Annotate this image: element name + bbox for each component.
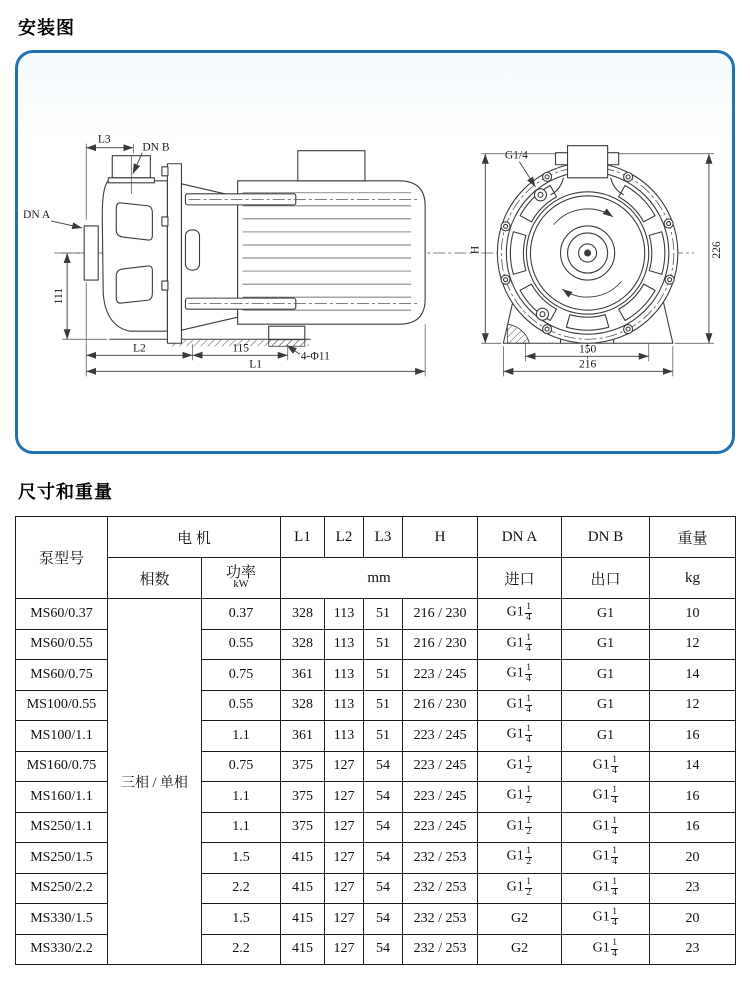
inlet-flange	[84, 226, 98, 280]
cell-model: MS60/0.55	[16, 629, 108, 660]
dim-l3-label: L3	[97, 133, 111, 146]
cell-l2: 113	[325, 721, 364, 752]
cell-l2: 113	[325, 599, 364, 630]
cell-model: MS330/2.2	[16, 934, 108, 965]
cell-weight: 14	[650, 751, 736, 782]
cell-weight: 23	[650, 873, 736, 904]
cell-h: 223 / 245	[403, 660, 478, 691]
table-row	[16, 599, 736, 630]
pump-front-view	[469, 146, 723, 377]
cell-l2: 127	[325, 812, 364, 843]
cell-weight: 14	[650, 660, 736, 691]
cell-model: MS100/1.1	[16, 721, 108, 752]
cell-weight: 16	[650, 812, 736, 843]
cell-dn-a: G1 $\frac{1}{2}$	[478, 751, 562, 782]
cell-h: 216 / 230	[403, 599, 478, 630]
pump-technical-drawing	[18, 53, 732, 451]
col-header-l3: L3	[364, 517, 403, 558]
cell-power: 1.5	[202, 904, 281, 935]
cell-weight: 23	[650, 934, 736, 965]
cell-dn-a: G2	[478, 904, 562, 935]
cell-weight: 12	[650, 690, 736, 721]
holes-label: 4-Φ11	[300, 350, 330, 363]
cell-h: 223 / 245	[403, 782, 478, 813]
cell-dn-b: G1 $\frac{1}{4}$	[562, 812, 650, 843]
cell-l1: 361	[281, 660, 325, 691]
cell-l3: 54	[364, 751, 403, 782]
cell-weight: 16	[650, 721, 736, 752]
cell-model: MS250/1.1	[16, 812, 108, 843]
cell-power: 1.1	[202, 721, 281, 752]
col-header-dn-a: DN A	[478, 517, 562, 558]
cell-phase: 三相 / 单相	[108, 599, 202, 965]
col-header-weight: 重量	[650, 517, 736, 558]
cell-dn-a: G1 $\frac{1}{4}$	[478, 599, 562, 630]
flange-plate	[167, 164, 181, 344]
cell-dn-a: G1 $\frac{1}{2}$	[478, 873, 562, 904]
cell-l3: 51	[364, 721, 403, 752]
cell-h: 232 / 253	[403, 904, 478, 935]
cell-dn-b: G1 $\frac{1}{4}$	[562, 904, 650, 935]
cell-h: 232 / 253	[403, 934, 478, 965]
flange-bolt-2	[162, 217, 168, 226]
cell-dn-a: G1 $\frac{1}{4}$	[478, 660, 562, 691]
header-row-2	[16, 558, 736, 599]
col-header-outlet: 出口	[562, 558, 650, 599]
cell-l1: 415	[281, 934, 325, 965]
dim-216-label: 216	[578, 358, 597, 371]
cell-l3: 54	[364, 873, 403, 904]
dim-115-label: 115	[232, 342, 250, 355]
cell-l3: 51	[364, 690, 403, 721]
dimensions-weight-table	[15, 516, 736, 965]
installation-diagram-box	[15, 50, 735, 454]
pump-side-view	[23, 134, 471, 377]
col-header-motor: 电 机	[108, 517, 281, 558]
cell-power: 2.2	[202, 934, 281, 965]
power-label: 功率	[226, 565, 257, 582]
flange-bolt-1	[162, 167, 168, 176]
cell-power: 0.55	[202, 690, 281, 721]
cell-l2: 127	[325, 843, 364, 874]
col-header-power	[202, 558, 281, 599]
cell-power: 0.75	[202, 751, 281, 782]
cell-dn-b: G1	[562, 629, 650, 660]
pump-casing	[102, 181, 167, 331]
bracket-slot	[185, 230, 199, 270]
cell-weight: 20	[650, 843, 736, 874]
cell-model: MS250/2.2	[16, 873, 108, 904]
cell-l3: 54	[364, 904, 403, 935]
cell-power: 1.1	[202, 782, 281, 813]
front-port	[568, 146, 608, 178]
cell-weight: 12	[650, 629, 736, 660]
cell-power: 1.5	[202, 843, 281, 874]
cell-l2: 127	[325, 873, 364, 904]
table-body	[16, 599, 736, 965]
cell-model: MS60/0.37	[16, 599, 108, 630]
cell-dn-a: G1 $\frac{1}{2}$	[478, 782, 562, 813]
cell-dn-a: G1 $\frac{1}{4}$	[478, 629, 562, 660]
cell-model: MS160/0.75	[16, 751, 108, 782]
cell-dn-a: G1 $\frac{1}{2}$	[478, 812, 562, 843]
cell-model: MS330/1.5	[16, 904, 108, 935]
cell-h: 232 / 253	[403, 843, 478, 874]
cell-dn-a: G2	[478, 934, 562, 965]
cell-weight: 10	[650, 599, 736, 630]
dna-label: DN A	[23, 208, 51, 221]
mounting-foot	[269, 326, 305, 339]
plug-g14	[534, 189, 546, 201]
cell-model: MS100/0.55	[16, 690, 108, 721]
cell-dn-b: G1 $\frac{1}{4}$	[562, 873, 650, 904]
cell-dn-b: G1	[562, 690, 650, 721]
cell-l1: 375	[281, 812, 325, 843]
cell-l1: 415	[281, 843, 325, 874]
cell-l2: 113	[325, 660, 364, 691]
cell-dn-b: G1	[562, 599, 650, 630]
cell-l3: 54	[364, 934, 403, 965]
flange-bolt-3	[162, 281, 168, 290]
cell-l3: 51	[364, 599, 403, 630]
col-header-model: 泵型号	[16, 517, 108, 599]
col-header-h: H	[403, 517, 478, 558]
cell-power: 0.55	[202, 629, 281, 660]
installation-title: 安装图	[18, 18, 75, 39]
dim-h-label: H	[469, 245, 482, 255]
cell-l2: 113	[325, 629, 364, 660]
cell-l1: 415	[281, 904, 325, 935]
cell-h: 232 / 253	[403, 873, 478, 904]
cell-l1: 375	[281, 751, 325, 782]
cell-h: 223 / 245	[403, 721, 478, 752]
col-header-kg: kg	[650, 558, 736, 599]
cell-weight: 16	[650, 782, 736, 813]
cell-l2: 113	[325, 690, 364, 721]
cell-weight: 20	[650, 904, 736, 935]
cell-dn-b: G1 $\frac{1}{4}$	[562, 751, 650, 782]
col-header-inlet: 进口	[478, 558, 562, 599]
cell-power: 0.75	[202, 660, 281, 691]
cell-l1: 415	[281, 873, 325, 904]
dimensions-title: 尺寸和重量	[18, 482, 113, 503]
cell-dn-a: G1 $\frac{1}{4}$	[478, 721, 562, 752]
cell-l2: 127	[325, 934, 364, 965]
dnb-label: DN B	[142, 141, 170, 154]
cell-l2: 127	[325, 904, 364, 935]
cell-model: MS250/1.5	[16, 843, 108, 874]
cell-l3: 51	[364, 660, 403, 691]
cell-l3: 54	[364, 782, 403, 813]
col-header-mm: mm	[281, 558, 478, 599]
cell-l1: 375	[281, 782, 325, 813]
cell-l1: 361	[281, 721, 325, 752]
cell-model: MS160/1.1	[16, 782, 108, 813]
header-row-1	[16, 517, 736, 558]
dim-l2-label: L2	[132, 342, 146, 355]
cell-l2: 127	[325, 782, 364, 813]
cell-l3: 54	[364, 843, 403, 874]
cell-h: 216 / 230	[403, 629, 478, 660]
cell-h: 223 / 245	[403, 751, 478, 782]
cell-l1: 328	[281, 599, 325, 630]
cell-power: 1.1	[202, 812, 281, 843]
col-header-dn-b: DN B	[562, 517, 650, 558]
shaft-center	[584, 249, 591, 256]
cell-dn-b: G1 $\frac{1}{4}$	[562, 934, 650, 965]
cell-power: 0.37	[202, 599, 281, 630]
cell-dn-b: G1 $\frac{1}{4}$	[562, 843, 650, 874]
cell-h: 223 / 245	[403, 812, 478, 843]
g14-label: G1/4	[504, 149, 528, 162]
cell-l1: 328	[281, 629, 325, 660]
col-header-l2: L2	[325, 517, 364, 558]
cell-power: 2.2	[202, 873, 281, 904]
cell-dn-b: G1	[562, 721, 650, 752]
power-unit-label: kW	[233, 579, 249, 591]
cell-dn-b: G1	[562, 660, 650, 691]
dim-150-label: 150	[578, 343, 597, 356]
cell-l2: 127	[325, 751, 364, 782]
cell-dn-a: G1 $\frac{1}{4}$	[478, 690, 562, 721]
plug-drain	[536, 308, 548, 320]
col-header-phase: 相数	[108, 558, 202, 599]
dim-111-label: 111	[53, 287, 66, 305]
cell-l3: 51	[364, 629, 403, 660]
cell-h: 216 / 230	[403, 690, 478, 721]
dim-226-label: 226	[710, 241, 723, 259]
dim-l1-label: L1	[249, 358, 263, 371]
cell-l1: 328	[281, 690, 325, 721]
terminal-box	[298, 151, 365, 181]
cell-dn-b: G1 $\frac{1}{4}$	[562, 782, 650, 813]
cell-model: MS60/0.75	[16, 660, 108, 691]
cell-l3: 54	[364, 812, 403, 843]
cell-dn-a: G1 $\frac{1}{2}$	[478, 843, 562, 874]
col-header-l1: L1	[281, 517, 325, 558]
